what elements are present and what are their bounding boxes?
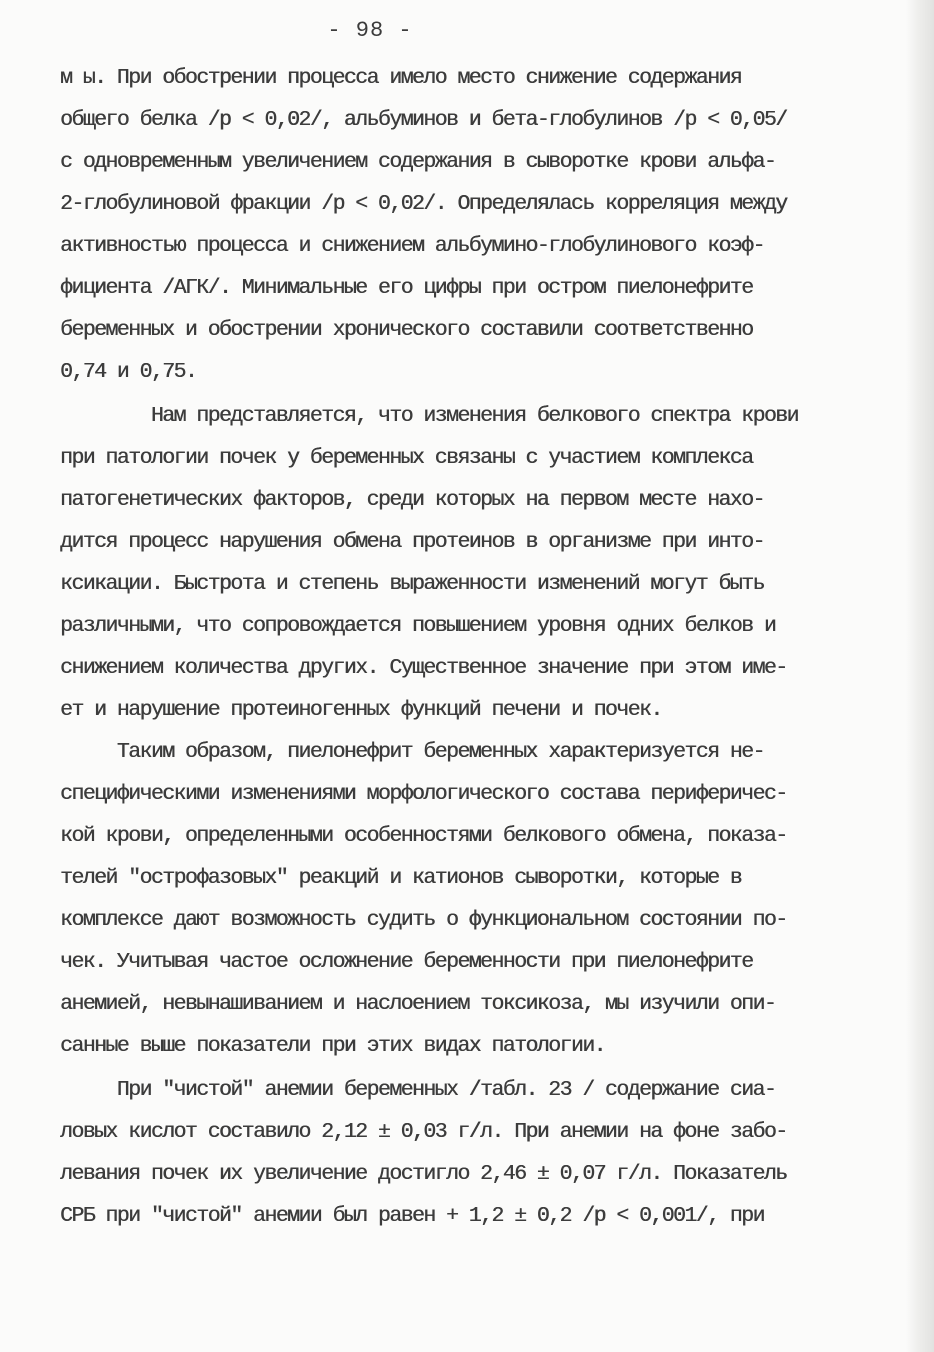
text-line: беременных и обострении хронического составили соответственно xyxy=(60,318,753,342)
text-line: комплексе дают возможность судить о функциональном состоянии по- xyxy=(60,908,787,932)
text-line: активностью процесса и снижением альбумино-глобулинового коэф- xyxy=(60,234,764,258)
text-line: с одновременным увеличением содержания в сыворотке крови альфа- xyxy=(60,150,776,174)
text-line: Таким образом, пиелонефрит беременных характеризуется не- xyxy=(60,740,764,764)
text-line: СРБ при "чистой" анемии был равен + 1,2 ± 0,2 /р < 0,001/, при xyxy=(60,1204,764,1228)
text-line: 2-глобулиновой фракции /р < 0,02/. Определялась корреляция между xyxy=(60,192,787,216)
text-line: левания почек их увеличение достигло 2,46 ± 0,07 г/л. Показатель xyxy=(60,1162,787,1186)
text-line: м ы. При обострении процесса имело место снижение содержания xyxy=(60,66,742,90)
text-line: патогенетических факторов, среди которых на первом месте нахо- xyxy=(60,488,764,512)
page-edge-shadow xyxy=(906,0,934,1352)
text-line: специфическими изменениями морфологического состава периферичес- xyxy=(60,782,787,806)
text-line: ловых кислот составило 2,12 ± 0,03 г/л. При анемии на фоне забо- xyxy=(60,1120,787,1144)
text-line: При "чистой" анемии беременных /табл. 23 / содержание сиа- xyxy=(60,1078,776,1102)
text-line: ет и нарушение протеиногенных функций печени и почек. xyxy=(60,698,662,722)
text-line: 0,74 и 0,75. xyxy=(60,360,197,384)
text-line: Нам представляется, что изменения белкового спектра крови xyxy=(60,404,798,428)
page-number: - 98 - xyxy=(327,18,413,43)
text-line: снижением количества других. Существенное значение при этом име- xyxy=(60,656,787,680)
text-line: кой крови, определенными особенностями белкового обмена, показа- xyxy=(60,824,787,848)
text-line: фициента /АГК/. Минимальные его цифры при остром пиелонефрите xyxy=(60,276,753,300)
text-line: санные выше показатели при этих видах патологии. xyxy=(60,1034,605,1058)
text-line: при патологии почек у беременных связаны с участием комплекса xyxy=(60,446,753,470)
text-line: чек. Учитывая частое осложнение беременности при пиелонефрите xyxy=(60,950,753,974)
text-line: телей "острофазовых" реакций и катионов сыворотки, которые в xyxy=(60,866,742,890)
text-line: ксикации. Быстрота и степень выраженности изменений могут быть xyxy=(60,572,764,596)
text-line: анемией, невынашиванием и наслоением токсикоза, мы изучили опи- xyxy=(60,992,776,1016)
text-line: общего белка /р < 0,02/, альбуминов и бета-глобулинов /р < 0,05/ xyxy=(60,108,787,132)
text-line: дится процесс нарушения обмена протеинов в организме при инто- xyxy=(60,530,764,554)
text-line: различными, что сопровождается повышением уровня одних белков и xyxy=(60,614,776,638)
